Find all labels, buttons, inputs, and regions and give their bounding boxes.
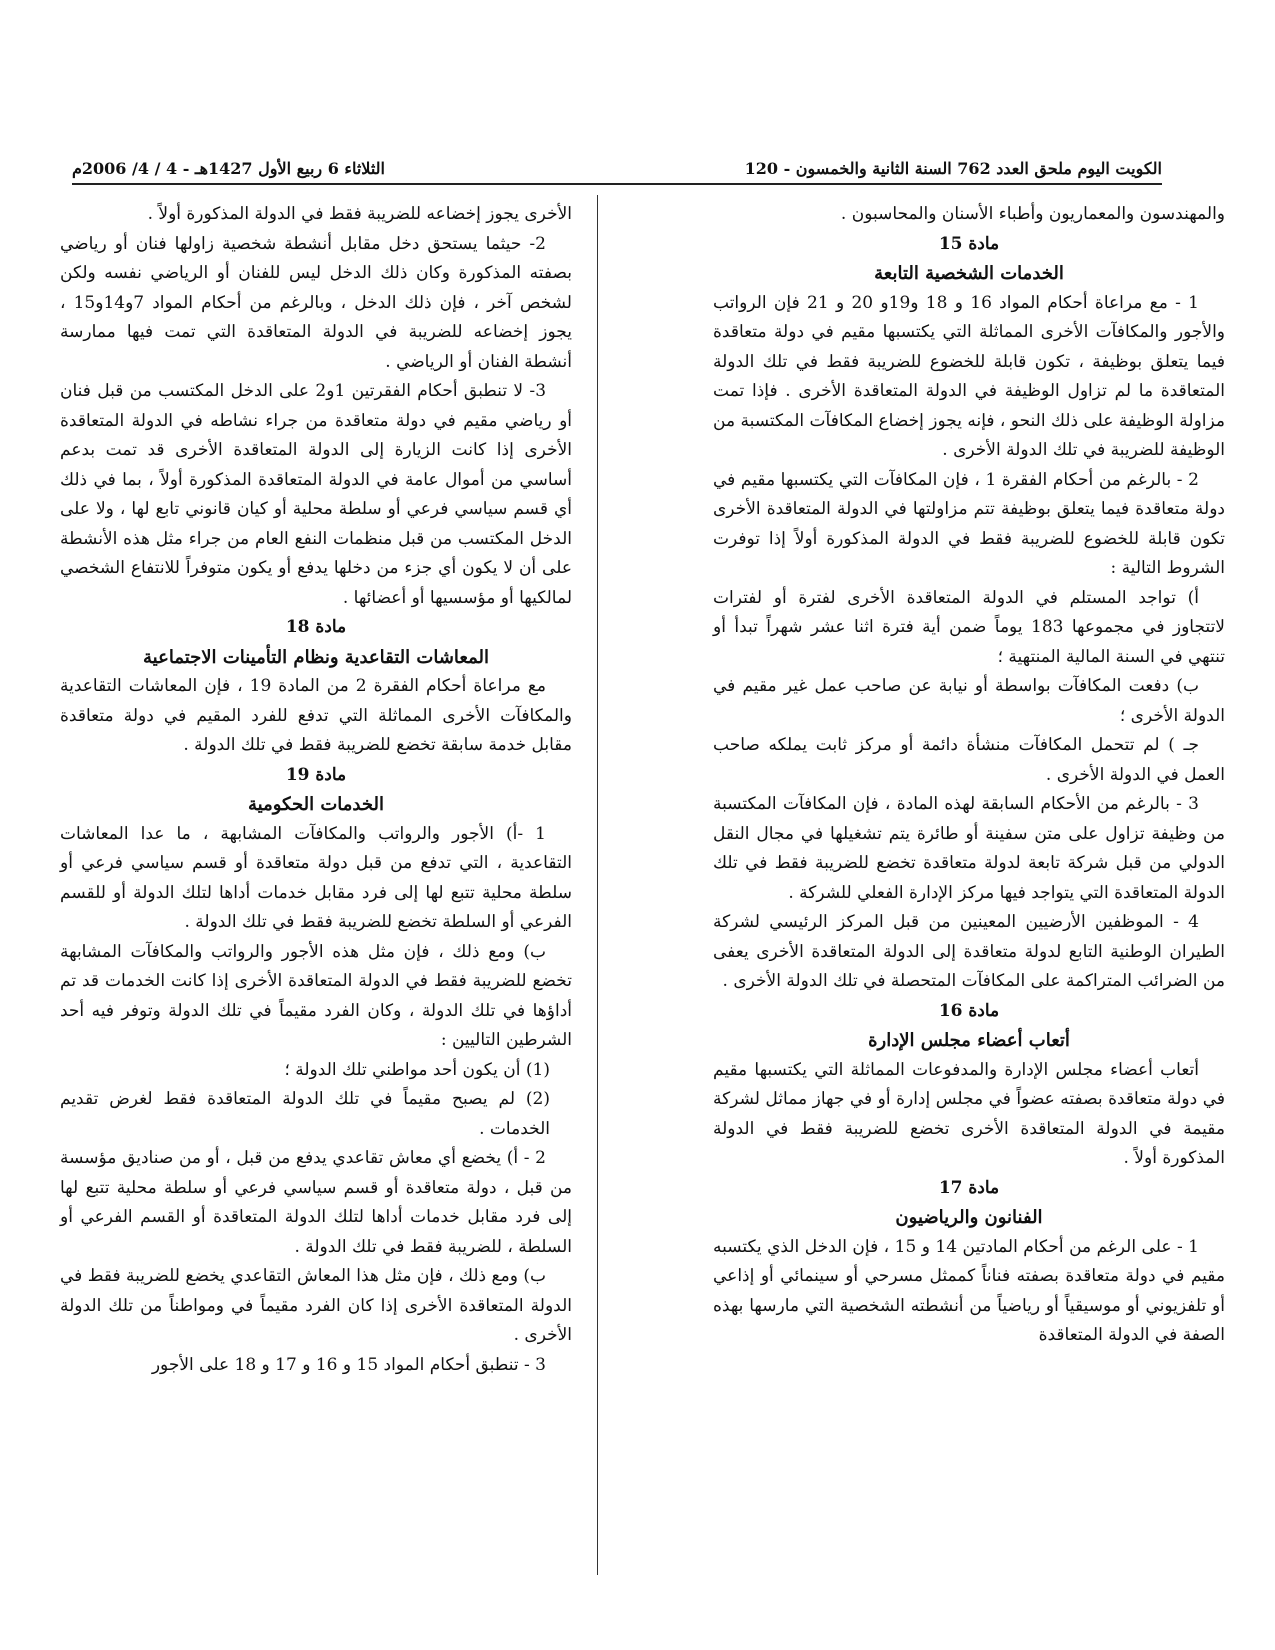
paragraph: 1 - على الرغم من أحكام المادتين 14 و 15 ، فإن الدخل الذي يكتسبه مقيم في دولة متعاقدة بصفته فناناً كممثل مسرحي أو سينمائي أو إذاعي أو تلفزيوني أو موسيقياً أو رياضياً من أنشطته الشخصية التي مارسها بهذه الصفة في الدولة المتعاقدة <box>713 1236 1225 1345</box>
paragraph: مع مراعاة أحكام الفقرة 2 من المادة 19 ، فإن المعاشات التقاعدية والمكافآت الأخرى المماثلة التي تدفع للفرد المقيم في دولة متعاقدة مقابل خدمة سابقة تخضع للضريبة فقط في تلك الدولة . <box>60 676 572 755</box>
paragraph: أ) تواجد المستلم في الدولة المتعاقدة الأخرى لفترة أو لفترات لاتتجاوز في مجموعها 183 يوماً ضمن أية فترة اثنا عشر شهراً تبدأ أو تنتهي في السنة المالية المنتهية ؛ <box>713 587 1225 667</box>
header-rule <box>72 183 1162 185</box>
paragraph: جـ ) لم تتحمل المكافآت منشأة دائمة أو مركز ثابت يملكه صاحب العمل في الدولة الأخرى . <box>713 735 1225 785</box>
paragraph: 4 - الموظفين الأرضيين المعينين من قبل المركز الرئيسي لشركة الطيران الوطنية التابع لدولة متعاقدة إلى الدولة المتعاقدة الأخرى يعفى من الضرائب المتراكمة على المكافآت المتحصلة في تلك الدولة الأخرى . <box>713 912 1225 991</box>
paragraph: 1 -أ) الأجور والرواتب والمكافآت المشابهة ، ما عدا المعاشات التقاعدية ، التي تدفع من قبل دولة متعاقدة أو قسم سياسي فرعي أو سلطة محلية تتبع لها إلى فرد مقابل خدمات أداها لتلك الدولة أو للقسم الفرعي أو السلطة تخضع للضريبة فقط في تلك الدولة . <box>60 823 572 932</box>
paragraph: 3 - بالرغم من الأحكام السابقة لهذه المادة ، فإن المكافآت المكتسبة من وظيفة تزاول على متن سفينة أو طائرة يتم تشغيلها في مجال النقل الدولي من قبل شركة تابعة لدولة متعاقدة تخضع للضريبة فقط في تلك الدولة المتعاقدة التي يتواجد فيها مركز الإدارة الفعلي للشركة . <box>713 794 1225 903</box>
paragraph: ب) ومع ذلك ، فإن مثل هذا المعاش التقاعدي يخضع للضريبة فقط في الدولة المتعاقدة الأخرى إذا كان الفرد مقيماً في ومواطناً من تلك الدولة الأخرى . <box>60 1266 572 1345</box>
article-number: مادة 19 <box>285 764 347 785</box>
paragraph: ب) ومع ذلك ، فإن مثل هذه الأجور والرواتب والمكافآت المشابهة تخضع للضريبة فقط في الدولة المتعاقدة الأخرى إذا كانت الخدمات قد تم أداؤها في تلك الدولة ، وكان الفرد مقيماً في تلك الدولة وتوفر فيه أحد الشرطين التاليين : <box>60 941 572 1050</box>
list-item: (2) لم يصبح مقيماً في تلك الدولة المتعاقدة فقط لغرض تقديم الخدمات . <box>60 1089 550 1139</box>
paragraph: 2 - أ) يخضع أي معاش تقاعدي يدفع من قبل ، أو من صناديق مؤسسة من قبل ، دولة متعاقدة أو قسم سياسي فرعي أو سلطة محلية تتبع لها إلى فرد مقابل خدمات أداها لتلك الدولة المتعاقدة أو القسم الفرعي أو السلطة ، للضريبة فقط في تلك الدولة . <box>60 1148 572 1257</box>
article-number: مادة 15 <box>938 233 1000 254</box>
paragraph: 3 - تنطبق أحكام المواد 15 و 16 و 17 و 18 على الأجور <box>151 1354 546 1375</box>
article-heading: أتعاب أعضاء مجلس الإدارة <box>868 1030 1070 1051</box>
right-column <box>713 200 1225 1351</box>
article-heading: الخدمات الحكومية <box>248 794 384 815</box>
paragraph: والمهندسون والمعماريون وأطباء الأسنان والمحاسبون . <box>840 204 1225 224</box>
paragraph: 2- حيثما يستحق دخل مقابل أنشطة شخصية زاولها فنان أو رياضي بصفته المذكورة وكان ذلك الدخل ليس للفنان أو الرياضي نفسه ولكن لشخص آخر ، فإن ذلك الدخل ، وبالرغم من أحكام المواد 7و14و15 ، يجوز إخضاعه للضريبة في الدولة المتعاقدة التي تمت فيها ممارسة أنشطة الفنان أو الرياضي . <box>60 233 572 372</box>
paragraph: 1 - مع مراعاة أحكام المواد 16 و 18 و19و 20 و 21 فإن الرواتب والأجور والمكافآت الأخرى المماثلة التي يكتسبها مقيم في دولة متعاقدة فيما يتعلق بوظيفة ، تكون قابلة للخضوع للضريبة فقط في تلك الدولة المتعاقدة ما لم تزاول الوظيفة في الدولة المتعاقدة الأخرى . فإذا تمت مزاولة الوظيفة على ذلك النحو ، فإنه يجوز إخضاع المكافآت المكتسبة من الوظيفة للضريبة في تلك الدولة الأخرى . <box>713 292 1225 460</box>
paragraph: الأخرى يجوز إخضاعه للضريبة فقط في الدولة المذكورة أولاً . <box>147 204 572 224</box>
paragraph: ب) دفعت المكافآت بواسطة أو نيابة عن صاحب عمل غير مقيم في الدولة الأخرى ؛ <box>713 676 1225 726</box>
article-number: مادة 18 <box>285 617 347 637</box>
paragraph: 2 - بالرغم من أحكام الفقرة 1 ، فإن المكافآت التي يكتسبها مقيم في دولة متعاقدة فيما يتعلق بوظيفة تتم مزاولتها في الدولة المتعاقدة الأخرى تكون قابلة للخضوع للضريبة فقط في الدولة المذكورة أولاً إذا توفرت الشروط التالية : <box>713 469 1225 578</box>
header-publication: الكويت اليوم ملحق العدد 762 السنة الثانية والخمسون - 120 <box>744 159 1162 178</box>
article-number: مادة 16 <box>938 1000 1000 1021</box>
article-heading: الفنانون والرياضيون <box>895 1207 1043 1228</box>
header-date: الثلاثاء 6 ربيع الأول 1427هـ - 4 / 4/ 2006م <box>72 159 385 178</box>
paragraph: أتعاب أعضاء مجلس الإدارة والمدفوعات المماثلة التي يكتسبها مقيم في دولة متعاقدة بصفته عضواً في مجلس إدارة أو في جهاز مماثل لشركة مقيمة في الدولة المتعاقدة الأخرى تخضع للضريبة فقط في الدولة المذكورة أولاً . <box>713 1059 1225 1168</box>
paragraph: 3- لا تنطبق أحكام الفقرتين 1و2 على الدخل المكتسب من قبل فنان أو رياضي مقيم في دولة متعاقدة من جراء نشاطه في الدولة المتعاقدة الأخرى إذا كانت الزيارة إلى الدولة المتعاقدة الأخرى قد تمت بدعم أساسي من أموال عامة في الدولة المتعاقدة المذكورة أولاً ، بما في ذلك أي قسم سياسي فرعي أو سلطة محلية أو كيان قانوني تابع لها ، ولا على الدخل المكتسب من قبل منظمات النفع العام من جراء مثل هذه الأنشطة على أن لا يكون أي جزء من دخلها يدفع أو يكون متوفراً للانتفاع الشخصي لمالكيها أو مؤسسيها أو أعضائها . <box>60 381 572 608</box>
article-heading: المعاشات التقاعدية ونظام التأمينات الاجتماعية <box>143 646 489 668</box>
page-header <box>72 155 1162 185</box>
column-divider <box>597 195 598 1575</box>
list-item: (1) أن يكون أحد مواطني تلك الدولة ؛ <box>284 1059 550 1080</box>
article-number: مادة 17 <box>938 1177 1000 1198</box>
left-column <box>60 200 572 1380</box>
article-heading: الخدمات الشخصية التابعة <box>874 263 1064 284</box>
